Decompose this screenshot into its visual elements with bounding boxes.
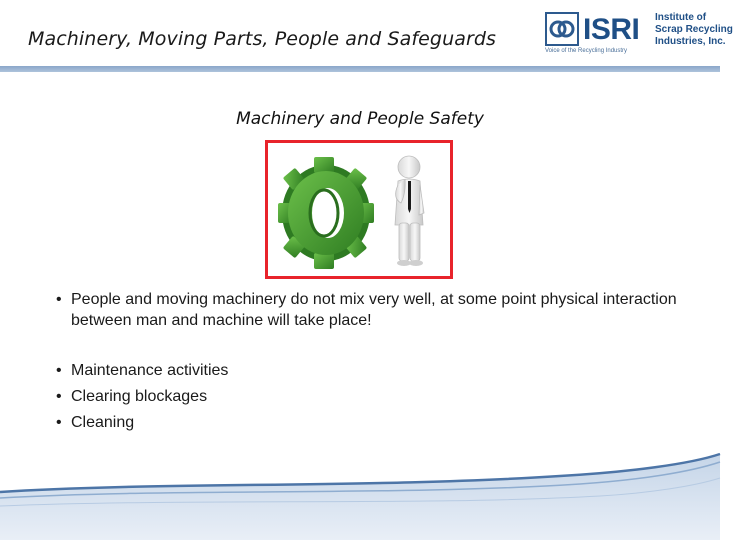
header-divider xyxy=(0,66,720,72)
recycle-emblem-icon xyxy=(547,14,577,44)
green-gear-icon xyxy=(278,157,374,269)
logo-org-line: Institute of xyxy=(655,12,707,23)
logo-org-name xyxy=(655,12,733,48)
bullet-item: • Clearing blockages xyxy=(56,386,696,407)
bullet-list xyxy=(56,289,696,438)
footer-wave-decoration xyxy=(0,448,720,540)
logo-wordmark: ISRI xyxy=(583,13,640,46)
bullet-item: • Maintenance activities xyxy=(56,360,696,381)
thinking-person-figure-icon xyxy=(395,156,424,266)
gear-and-person-illustration xyxy=(268,143,450,276)
isri-logo xyxy=(545,10,733,60)
header-title: Machinery, Moving Parts, People and Safeguards xyxy=(28,28,497,50)
bullet-item: • People and moving machinery do not mix very well, at some point physical interaction between man and machine will take place! xyxy=(56,289,696,331)
logo-org-line: Industries, Inc. xyxy=(655,36,726,47)
logo-emblem-icon xyxy=(545,12,579,46)
logo-tagline: Voice of the Recycling Industry xyxy=(545,48,628,54)
illustration-frame xyxy=(265,140,453,279)
logo-org-line: Scrap Recycling xyxy=(655,24,733,35)
slide-subtitle: Machinery and People Safety xyxy=(236,109,484,129)
bullet-item: • Cleaning xyxy=(56,412,696,433)
